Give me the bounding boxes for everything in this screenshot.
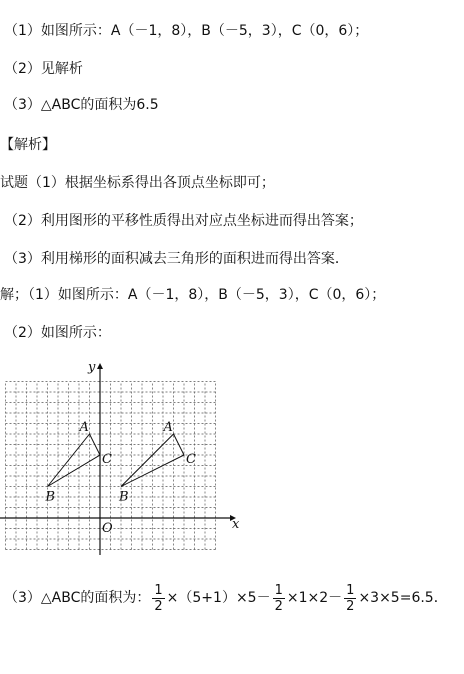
triangle-translated-label-c: C — [186, 452, 196, 467]
triangle-original — [48, 434, 101, 487]
fraction-1: $\frac{1}{2}$ — [154, 582, 163, 614]
area-formula — [4, 580, 448, 616]
x-axis-label: x — [232, 517, 240, 532]
analysis-hint-2: （2）利用图形的平移性质得出对应点坐标进而得出答案； — [4, 213, 363, 229]
analysis-heading: 【解析】 — [0, 137, 56, 153]
analysis-hint-1: 试题（1）根据坐标系得出各顶点坐标即可； — [0, 175, 275, 191]
answer-line-3: （3）△ABC的面积为6.5 — [4, 97, 159, 113]
y-axis-arrow — [97, 363, 103, 369]
area-prefix: （3）△ABC的面积为： — [4, 590, 151, 606]
fraction-2: $\frac{1}{2}$ — [274, 582, 283, 614]
triangle-translated-label-a: A — [163, 420, 173, 435]
coordinate-diagram — [0, 355, 464, 575]
analysis-hint-3: （3）利用梯形的面积减去三角形的面积进而得出答案． — [4, 251, 349, 267]
area-part-3: ×3×5=6.5． — [358, 590, 448, 606]
triangle-original-label-b: B — [45, 489, 56, 505]
origin-label: O — [102, 521, 113, 536]
answer-line-1: （1）如图所示：A（－1，8），B（－5，3），C（0，6）； — [4, 23, 369, 39]
triangle-original-label-c: C — [102, 452, 112, 467]
area-part-1: ×（5+1）×5－ — [166, 590, 271, 606]
answer-line-2: （2）见解析 — [4, 61, 83, 77]
triangle-original-label-a: A — [79, 420, 89, 435]
y-axis-label: y — [88, 360, 96, 375]
solution-line-2: （2）如图所示： — [4, 325, 111, 341]
triangle-translated-label-b: B — [119, 489, 129, 505]
solution-line-1: 解；（1）如图所示：A（－1，8），B（－5，3），C（0，6）； — [0, 287, 386, 303]
area-part-2: ×1×2－ — [286, 590, 343, 606]
triangle-original-outline — [48, 434, 101, 487]
fraction-3: $\frac{1}{2}$ — [346, 582, 355, 614]
